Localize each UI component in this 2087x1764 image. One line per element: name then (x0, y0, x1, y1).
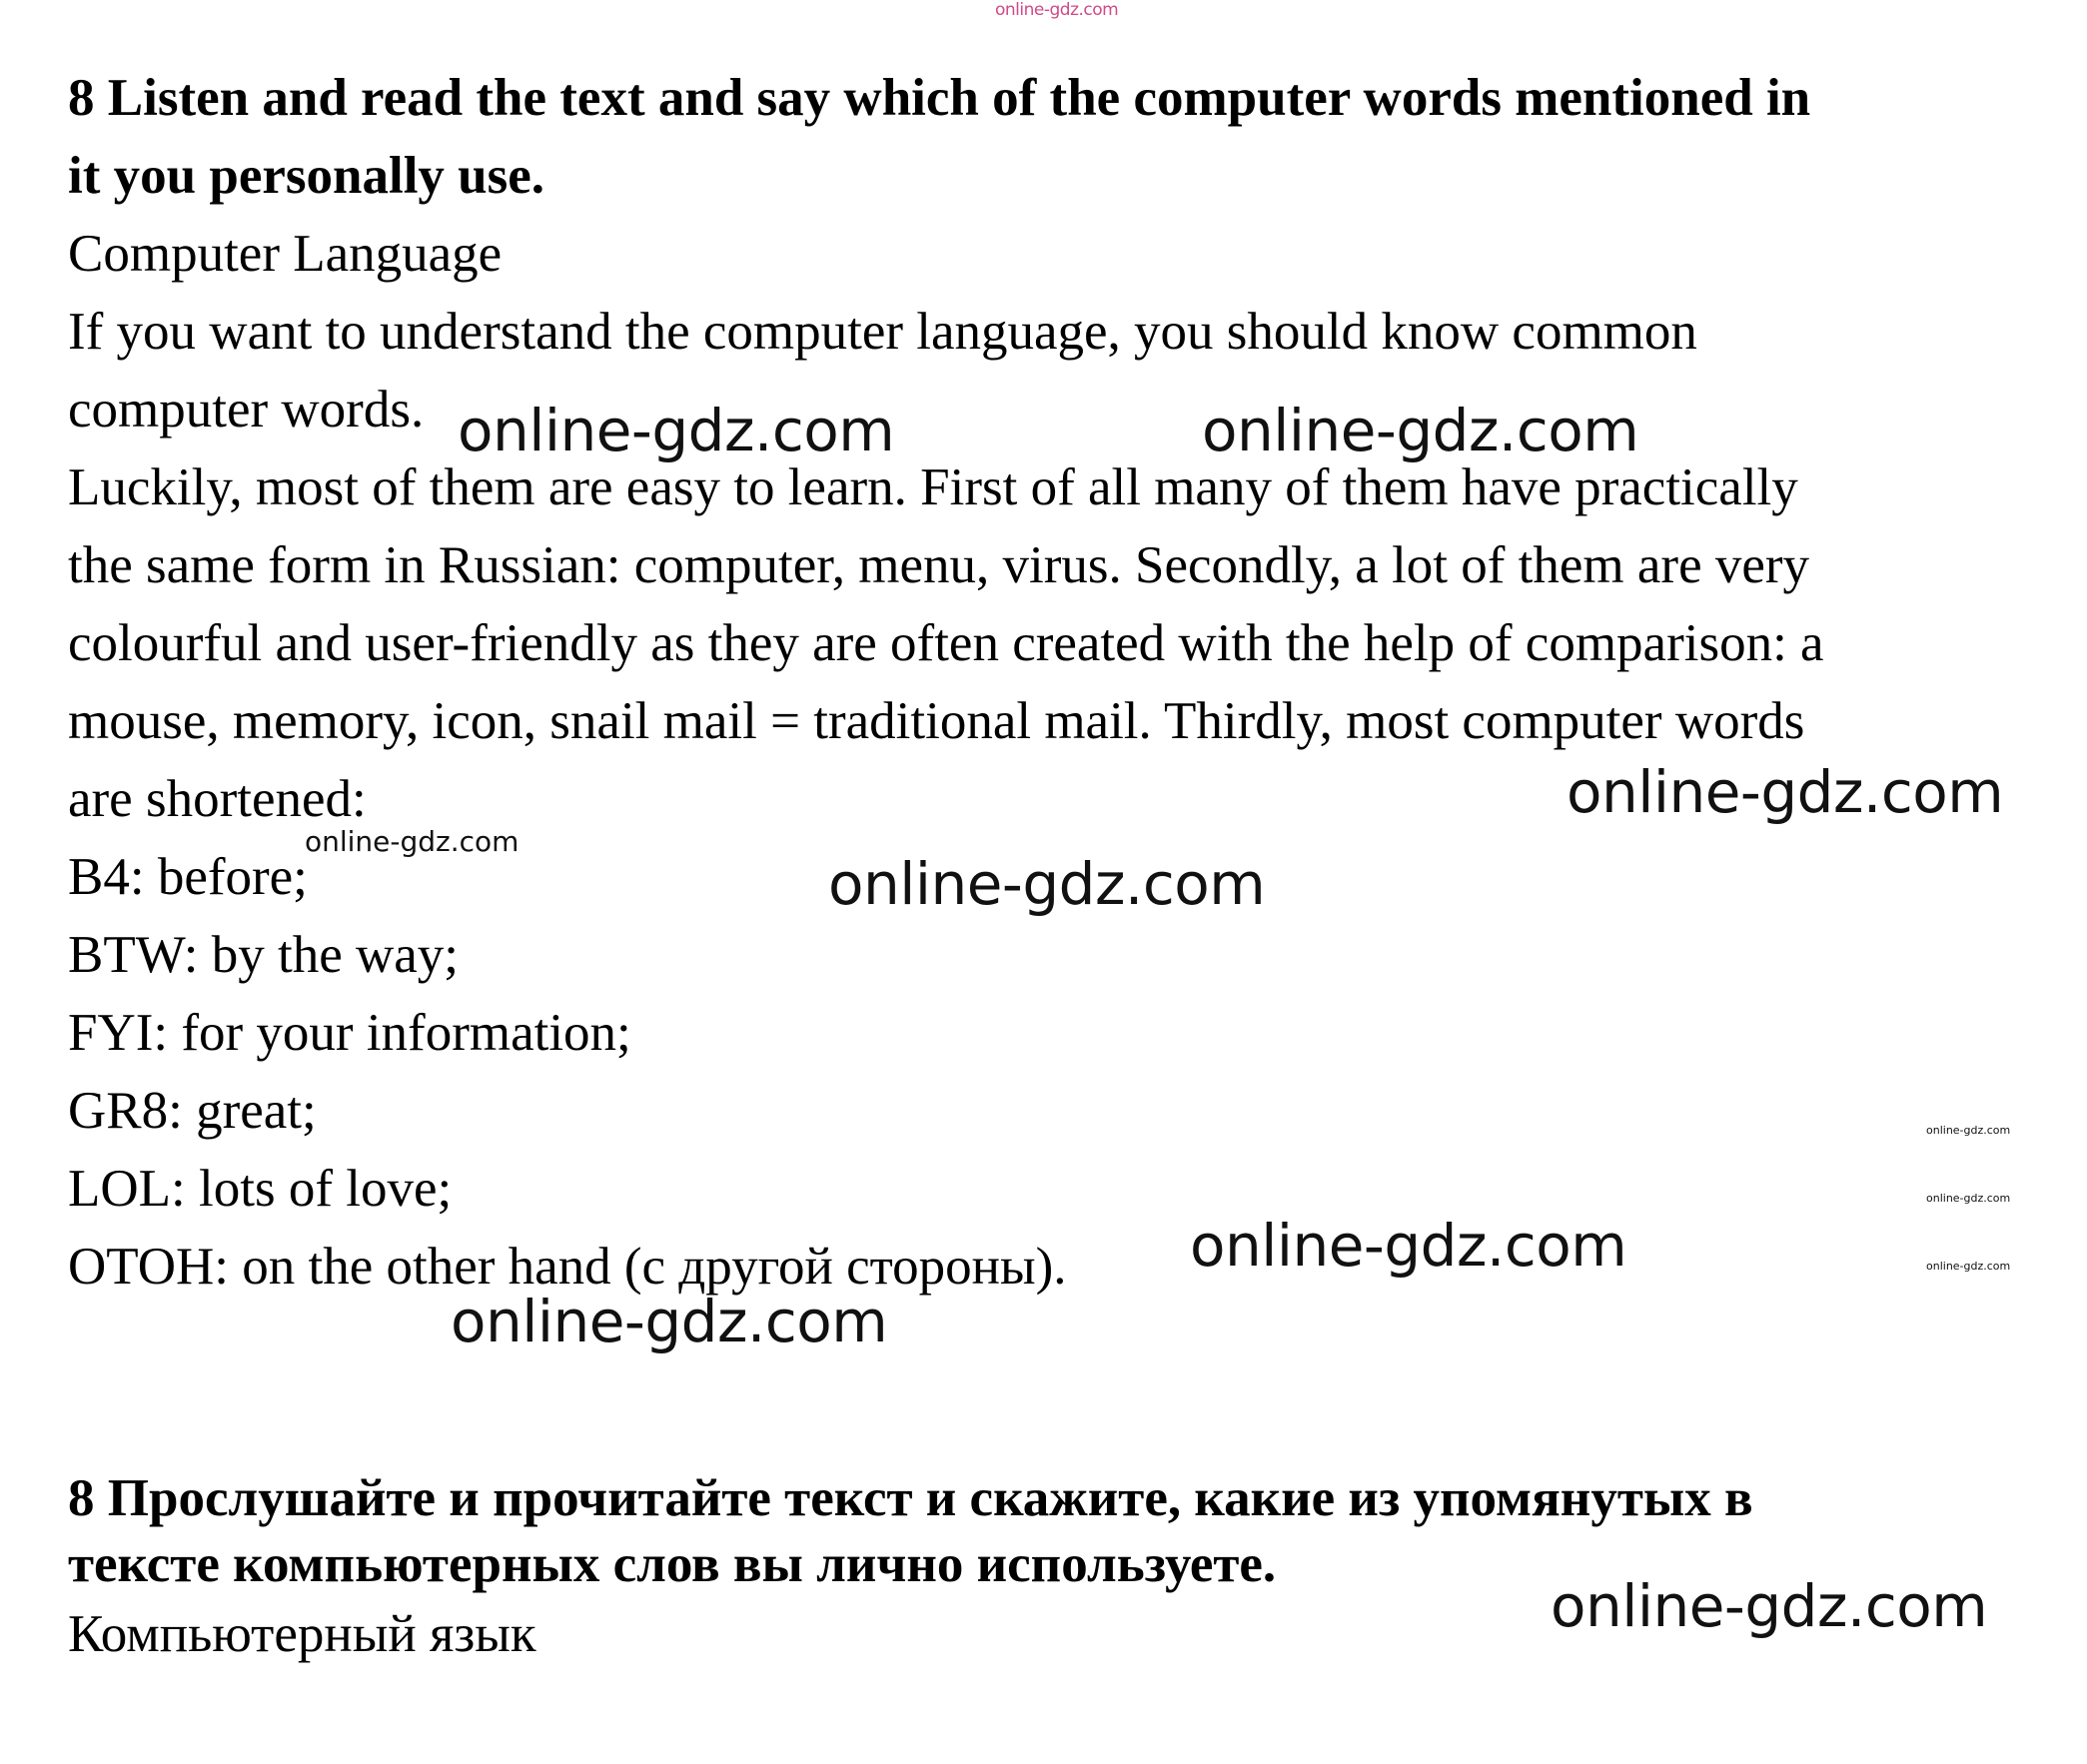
watermark-small: online-gdz.com (1926, 1124, 2011, 1137)
watermark-top: online-gdz.com (995, 0, 1119, 20)
abbreviation-item: GR8: great; (68, 1082, 317, 1140)
paragraph-line: computer words. (68, 381, 425, 439)
paragraph-line: Luckily, most of them are easy to learn. First of all many of them have practically (68, 458, 1798, 516)
paragraph-line: mouse, memory, icon, snail mail = traditional mail. Thirdly, most computer words (68, 692, 1805, 750)
abbreviation-item: OTOH: on the other hand (с другой стороны). (68, 1238, 1067, 1296)
watermark: online-gdz.com (1190, 1212, 1627, 1280)
abbreviation-item: B4: before; (68, 848, 308, 906)
paragraph-line: If you want to understand the computer language, you should know common (68, 303, 1697, 361)
watermark-small: online-gdz.com (1926, 1260, 2011, 1273)
text-title-russian: Компьютерный язык (68, 1605, 536, 1663)
abbreviation-item: BTW: by the way; (68, 926, 460, 984)
watermark-small: online-gdz.com (1926, 1192, 2011, 1205)
watermark: online-gdz.com (1566, 758, 2004, 826)
watermark: online-gdz.com (305, 825, 520, 858)
watermark: online-gdz.com (451, 1288, 888, 1355)
task-heading-english: 8 Listen and read the text and say which of the computer words mentioned in (68, 69, 1811, 127)
text-title-english: Computer Language (68, 225, 503, 283)
task-heading-russian-line2: тексте компьютерных слов вы лично используете. (68, 1535, 1277, 1593)
task-heading-english-line2: it you personally use. (68, 147, 545, 205)
abbreviation-item: LOL: lots of love; (68, 1160, 453, 1218)
paragraph-line: are shortened: (68, 770, 367, 828)
paragraph-line: colourful and user-friendly as they are often created with the help of comparison: a (68, 614, 1824, 672)
watermark: online-gdz.com (1202, 397, 1639, 464)
watermark: online-gdz.com (458, 397, 895, 464)
watermark: online-gdz.com (828, 850, 1266, 918)
task-heading-russian: 8 Прослушайте и прочитайте текст и скажите, какие из упомянутых в (68, 1469, 1753, 1527)
watermark: online-gdz.com (1551, 1572, 1988, 1640)
paragraph-line: the same form in Russian: computer, menu, virus. Secondly, a lot of them are very (68, 536, 1810, 594)
abbreviation-item: FYI: for your information; (68, 1004, 631, 1062)
